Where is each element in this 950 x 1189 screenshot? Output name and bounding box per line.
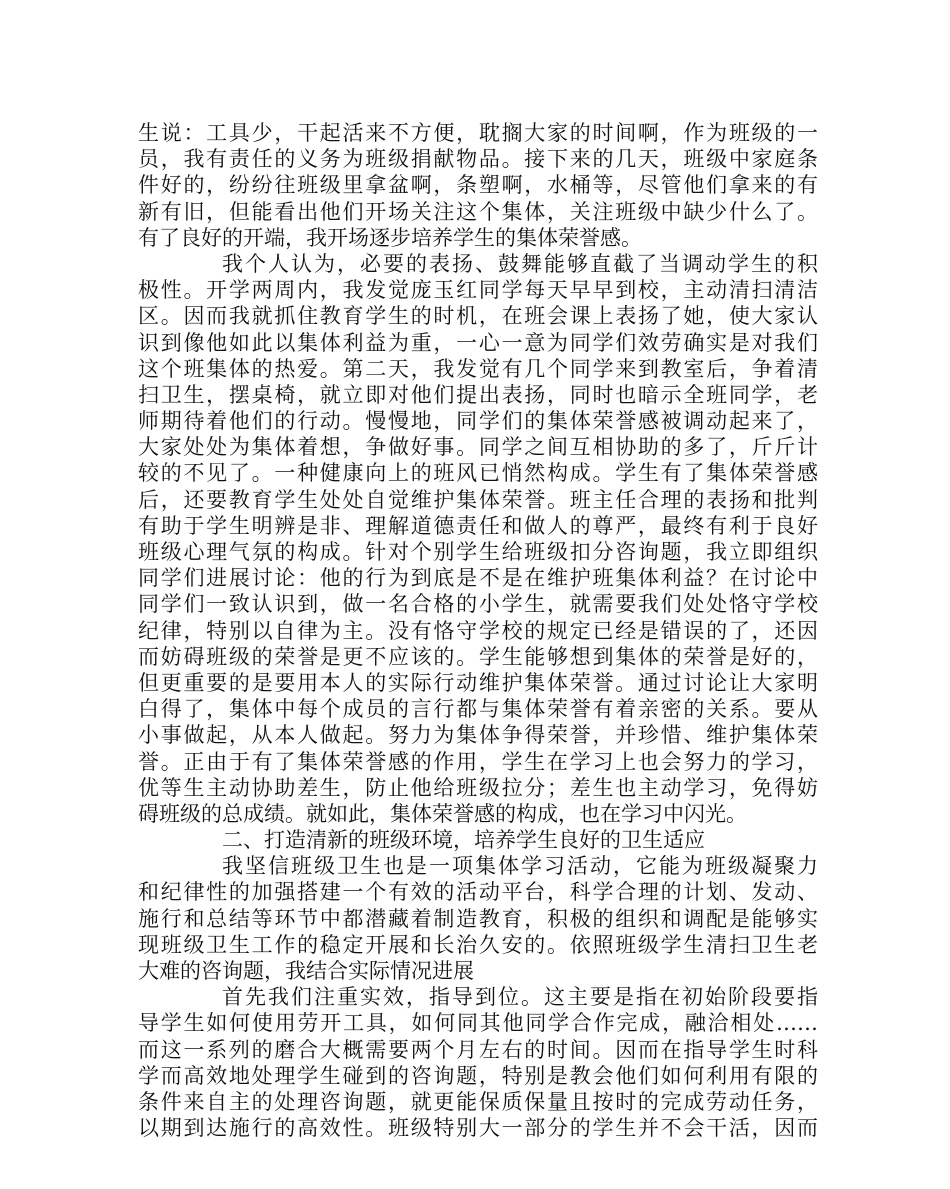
- text-line: 后，还要教育学生处处自觉维护集体荣誉。班主任合理的表扬和批判: [138, 487, 818, 512]
- text-line: 导学生如何使用劳开工具，如何同其他同学合作完成，融洽相处……: [138, 1011, 818, 1036]
- text-line: 纪律，特别以自律为主。没有恪守学校的规定已经是错误的了，还因: [138, 618, 818, 643]
- text-line: 大家处处为集体着想，争做好事。同学之间互相协助的多了，斤斤计: [138, 435, 818, 460]
- text-line: 识到像他如此以集体利益为重，一心一意为同学们效劳确实是对我们: [138, 330, 818, 355]
- text-line: 同学们进展讨论：他的行为到底是不是在维护班集体利益？在讨论中: [138, 566, 818, 591]
- text-line: 这个班集体的热爱。第二天，我发觉有几个同学来到教室后，争着清: [138, 356, 818, 381]
- text-line: 师期待着他们的行动。慢慢地，同学们的集体荣誉感被调动起来了，: [138, 409, 818, 434]
- text-line: 大难的咨询题，我结合实际情况进展: [138, 959, 474, 983]
- text-line: 以期到达施行的高效性。班级特别大一部分的学生并不会干活，因而: [138, 1116, 818, 1141]
- text-line: 同学们一致认识到，做一名合格的小学生，就需要我们处处恪守学校: [138, 592, 818, 617]
- text-line: 首先我们注重实效，指导到位。这主要是指在初始阶段要指: [222, 985, 818, 1010]
- text-line: 小事做起，从本人做起。努力为集体争得荣誉，并珍惜、维护集体荣: [138, 723, 818, 748]
- text-line: 和纪律性的加强搭建一个有效的活动平台，科学合理的计划、发动、: [138, 880, 818, 905]
- text-line: 优等生主动协助差生，防止他给班级拉分；差生也主动学习，免得妨: [138, 775, 818, 800]
- text-line: 有助于学生明辨是非、理解道德责任和做人的尊严，最终有利于良好: [138, 513, 818, 538]
- text-line: 扫卫生，摆桌椅，就立即对他们提出表扬，同时也暗示全班同学，老: [138, 382, 818, 407]
- text-line: 白得了，集体中每个成员的言行都与集体荣誉有着亲密的关系。要从: [138, 697, 818, 722]
- text-line: 而妨碍班级的荣誉是更不应该的。学生能够想到集体的荣誉是好的，: [138, 644, 818, 669]
- text-line: 但更重要的是要用本人的实际行动维护集体荣誉。通过讨论让大家明: [138, 670, 818, 695]
- text-line: 现班级卫生工作的稳定开展和长治久安的。依照班级学生清扫卫生老: [138, 932, 818, 957]
- text-line: 极性。开学两周内，我发觉庞玉红同学每天早早到校，主动清扫清洁: [138, 278, 818, 303]
- text-line: 而这一系列的磨合大概需要两个月左右的时间。因而在指导学生时科: [138, 1037, 818, 1062]
- text-line: 誉。正由于有了集体荣誉感的作用，学生在学习上也会努力的学习，: [138, 749, 818, 774]
- body-text: [138, 120, 818, 1141]
- text-line: 区。因而我就抓住教育学生的时机，在班会课上表扬了她，使大家认: [138, 304, 818, 329]
- text-line: 我个人认为，必要的表扬、鼓舞能够直截了当调动学生的积: [222, 251, 818, 276]
- text-line: 碍班级的总成绩。就如此，集体荣誉感的构成，也在学习中闪光。: [138, 801, 747, 826]
- text-line: 生说：工具少，干起活来不方便，耽搁大家的时间啊，作为班级的一: [138, 121, 818, 145]
- text-line: 较的不见了。一种健康向上的班风已悄然构成。学生有了集体荣誉感: [138, 461, 818, 486]
- text-line: 施行和总结等环节中都潜藏着制造教育，积极的组织和调配是能够实: [138, 906, 818, 931]
- text-line: 条件来自主的处理咨询题，就更能保质保量且按时的完成劳动任务，: [138, 1089, 818, 1114]
- text-line: 有了良好的开端，我开场逐步培养学生的集体荣誉感。: [138, 225, 642, 250]
- text-line: 学而高效地处理学生碰到的咨询题，特别是教会他们如何利用有限的: [138, 1063, 818, 1088]
- text-line: 新有旧，但能看出他们开场关注这个集体，关注班级中缺少什么了。: [138, 199, 818, 224]
- text-line: 件好的，纷纷往班级里拿盆啊，条塑啊，水桶等，尽管他们拿来的有: [138, 173, 818, 198]
- text-line: 我坚信班级卫生也是一项集体学习活动，它能为班级凝聚力: [222, 854, 818, 879]
- text-line: 二、打造清新的班级环境，培养学生良好的卫生适应: [222, 828, 705, 853]
- text-line: 班级心理气氛的构成。针对个别学生给班级扣分咨询题，我立即组织: [138, 540, 818, 564]
- text-line: 员，我有责任的义务为班级捐献物品。接下来的几天，班级中家庭条: [138, 147, 818, 172]
